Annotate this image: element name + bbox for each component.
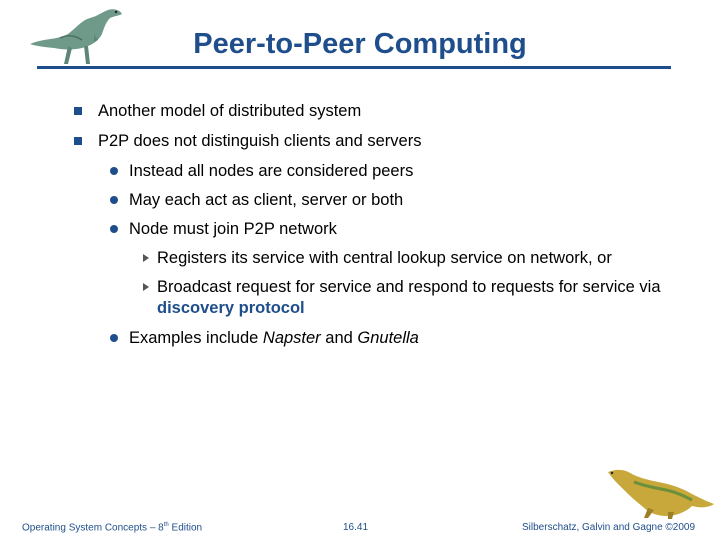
square-bullet-icon — [74, 137, 82, 145]
bullet-central-lookup: Registers its service with central lookup service on network, or — [157, 249, 612, 267]
examples-prefix: Examples include — [129, 329, 263, 347]
discovery-protocol-term: discovery protocol — [157, 299, 305, 317]
arrow-bullet-icon — [143, 283, 149, 291]
bullet-client-server-both: May each act as client, server or both — [129, 191, 404, 209]
footer-book-suffix: Edition — [168, 522, 203, 534]
example-gnutella: Gnutella — [357, 329, 419, 347]
footer-book-sup: th — [163, 522, 169, 528]
bullet-broadcast-request: Broadcast request for service and respond to requests for service via — [157, 278, 661, 296]
round-bullet-icon — [110, 196, 118, 204]
arrow-bullet-icon — [143, 254, 149, 262]
bullet-nodes-peers: Instead all nodes are considered peers — [129, 162, 414, 180]
title-divider — [37, 66, 671, 69]
examples-and: and — [320, 329, 358, 347]
round-bullet-icon — [110, 334, 118, 342]
footer-book-prefix: Operating System Concepts – 8 — [22, 522, 164, 534]
footer-copyright: Silberschatz, Galvin and Gagne ©2009 — [522, 522, 696, 533]
round-bullet-icon — [110, 167, 118, 175]
bullet-join-network: Node must join P2P network — [129, 220, 337, 238]
footer-book-title — [22, 522, 202, 533]
footer-page-number: 16.41 — [343, 522, 369, 533]
square-bullet-icon — [74, 107, 82, 115]
example-napster: Napster — [262, 329, 321, 347]
dinosaur-logo-icon — [604, 462, 716, 520]
bullet-distributed-model: Another model of distributed system — [98, 102, 362, 120]
round-bullet-icon — [110, 225, 118, 233]
bullet-p2p-clients-servers: P2P does not distinguish clients and servers — [98, 132, 422, 150]
dinosaur-logo-icon — [24, 4, 140, 68]
slide-title: Peer-to-Peer Computing — [193, 28, 527, 60]
bullet-examples — [129, 329, 419, 348]
